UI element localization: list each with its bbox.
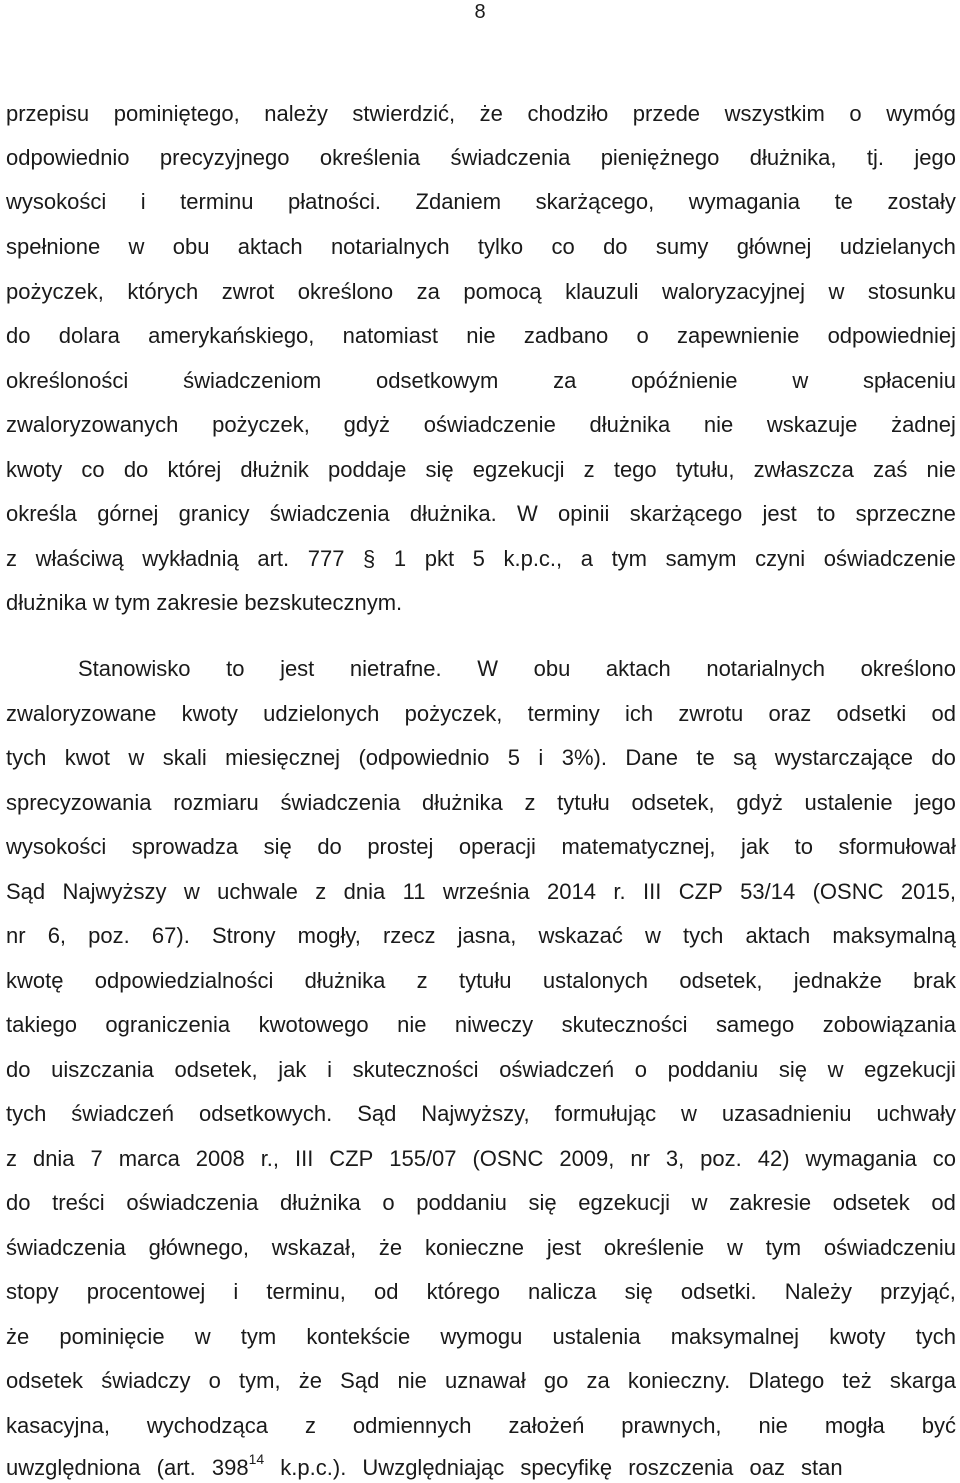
text-line: określoności świadczeniom odsetkowym za opóźnienie w spłaceniu [6,368,956,393]
text-line: odsetek świadczy o tym, że Sąd nie uznawał go za konieczny. Dlatego też skarga [6,1368,956,1393]
text-line: kwotę odpowiedzialności dłużnika z tytułu ustalonych odsetek, jednakże brak [6,968,956,993]
text-line: Sąd Najwyższy w uchwale z dnia 11 września 2014 r. III CZP 53/14 (OSNC 2015, [6,879,956,904]
text-line: z dnia 7 marca 2008 r., III CZP 155/07 (OSNC 2009, nr 3, poz. 42) wymagania co [6,1146,956,1171]
text-line: kwoty co do której dłużnik poddaje się egzekucji z tego tytułu, zwłaszcza zaś nie [6,457,956,482]
text-line: świadczenia głównego, wskazał, że konieczne jest określenie w tym oświadczeniu [6,1235,956,1260]
text-line: nr 6, poz. 67). Strony mogły, rzecz jasna, wskazać w tych aktach maksymalną [6,923,956,948]
text-line: do dolara amerykańskiego, natomiast nie zadbano o zapewnienie odpowiedniej [6,323,956,348]
text-segment: uwzględniona (art. 398 [6,1455,249,1480]
superscript: 14 [248,1451,265,1467]
text-line: Stanowisko to jest nietrafne. W obu aktach notarialnych określono [78,656,956,681]
text-line: sprecyzowania rozmiaru świadczenia dłużnika z tytułu odsetek, gdyż ustalenie jego [6,790,956,815]
text-line: że pominięcie w tym kontekście wymogu ustalenia maksymalnej kwoty tych [6,1324,956,1349]
page-number: 8 [474,1,486,23]
text-line: przepisu pominiętego, należy stwierdzić, że chodziło przede wszystkim o wymóg [6,101,956,126]
text-line: tych kwot w skali miesięcznej (odpowiednio 5 i 3%). Dane te są wystarczające do [6,745,956,770]
text-line: odpowiednio precyzyjnego określenia świadczenia pieniężnego dłużnika, tj. jego [6,145,956,170]
text-line: stopy procentowej i terminu, od którego nalicza się odsetki. Należy przyjąć, [6,1279,956,1304]
text-line: wysokości sprowadza się do prostej operacji matematycznej, jak to sformułował [6,834,956,859]
text-line-last [6,1453,956,1483]
text-line: spełnione w obu aktach notarialnych tylko co do sumy głównej udzielanych [6,234,956,259]
text-line: do treści oświadczenia dłużnika o poddaniu się egzekucji w zakresie odsetek od [6,1190,956,1215]
text-line: kasacyjna, wychodząca z odmiennych założeń prawnych, nie mogła być [6,1413,956,1438]
text-line: z właściwą wykładnią art. 777 § 1 pkt 5 k.p.c., a tym samym czyni oświadczenie [6,546,956,571]
text-line: tych świadczeń odsetkowych. Sąd Najwyższy, formułując w uzasadnieniu uchwały [6,1101,956,1126]
text-line: zwaloryzowane kwoty udzielonych pożyczek, terminy ich zwrotu oraz odsetki od [6,701,956,726]
text-line: do uiszczania odsetek, jak i skuteczności oświadczeń o poddaniu się w egzekucji [6,1057,956,1082]
text-segment: k.p.c.). Uwzględniając specyfikę roszczenia oaz stan [280,1455,843,1480]
text-line: pożyczek, których zwrot określono za pomocą klauzuli waloryzacyjnej w stosunku [6,279,956,304]
text-line: zwaloryzowanych pożyczek, gdyż oświadczenie dłużnika nie wskazuje żadnej [6,412,956,437]
text-line: dłużnika w tym zakresie bezskutecznym. [6,590,403,615]
text-line: określa górnej granicy świadczenia dłużnika. W opinii skarżącego jest to sprzeczne [6,501,956,526]
text-line: takiego ograniczenia kwotowego nie niweczy skuteczności samego zobowiązania [6,1012,956,1037]
text-line: wysokości i terminu płatności. Zdaniem skarżącego, wymagania te zostały [6,189,956,214]
